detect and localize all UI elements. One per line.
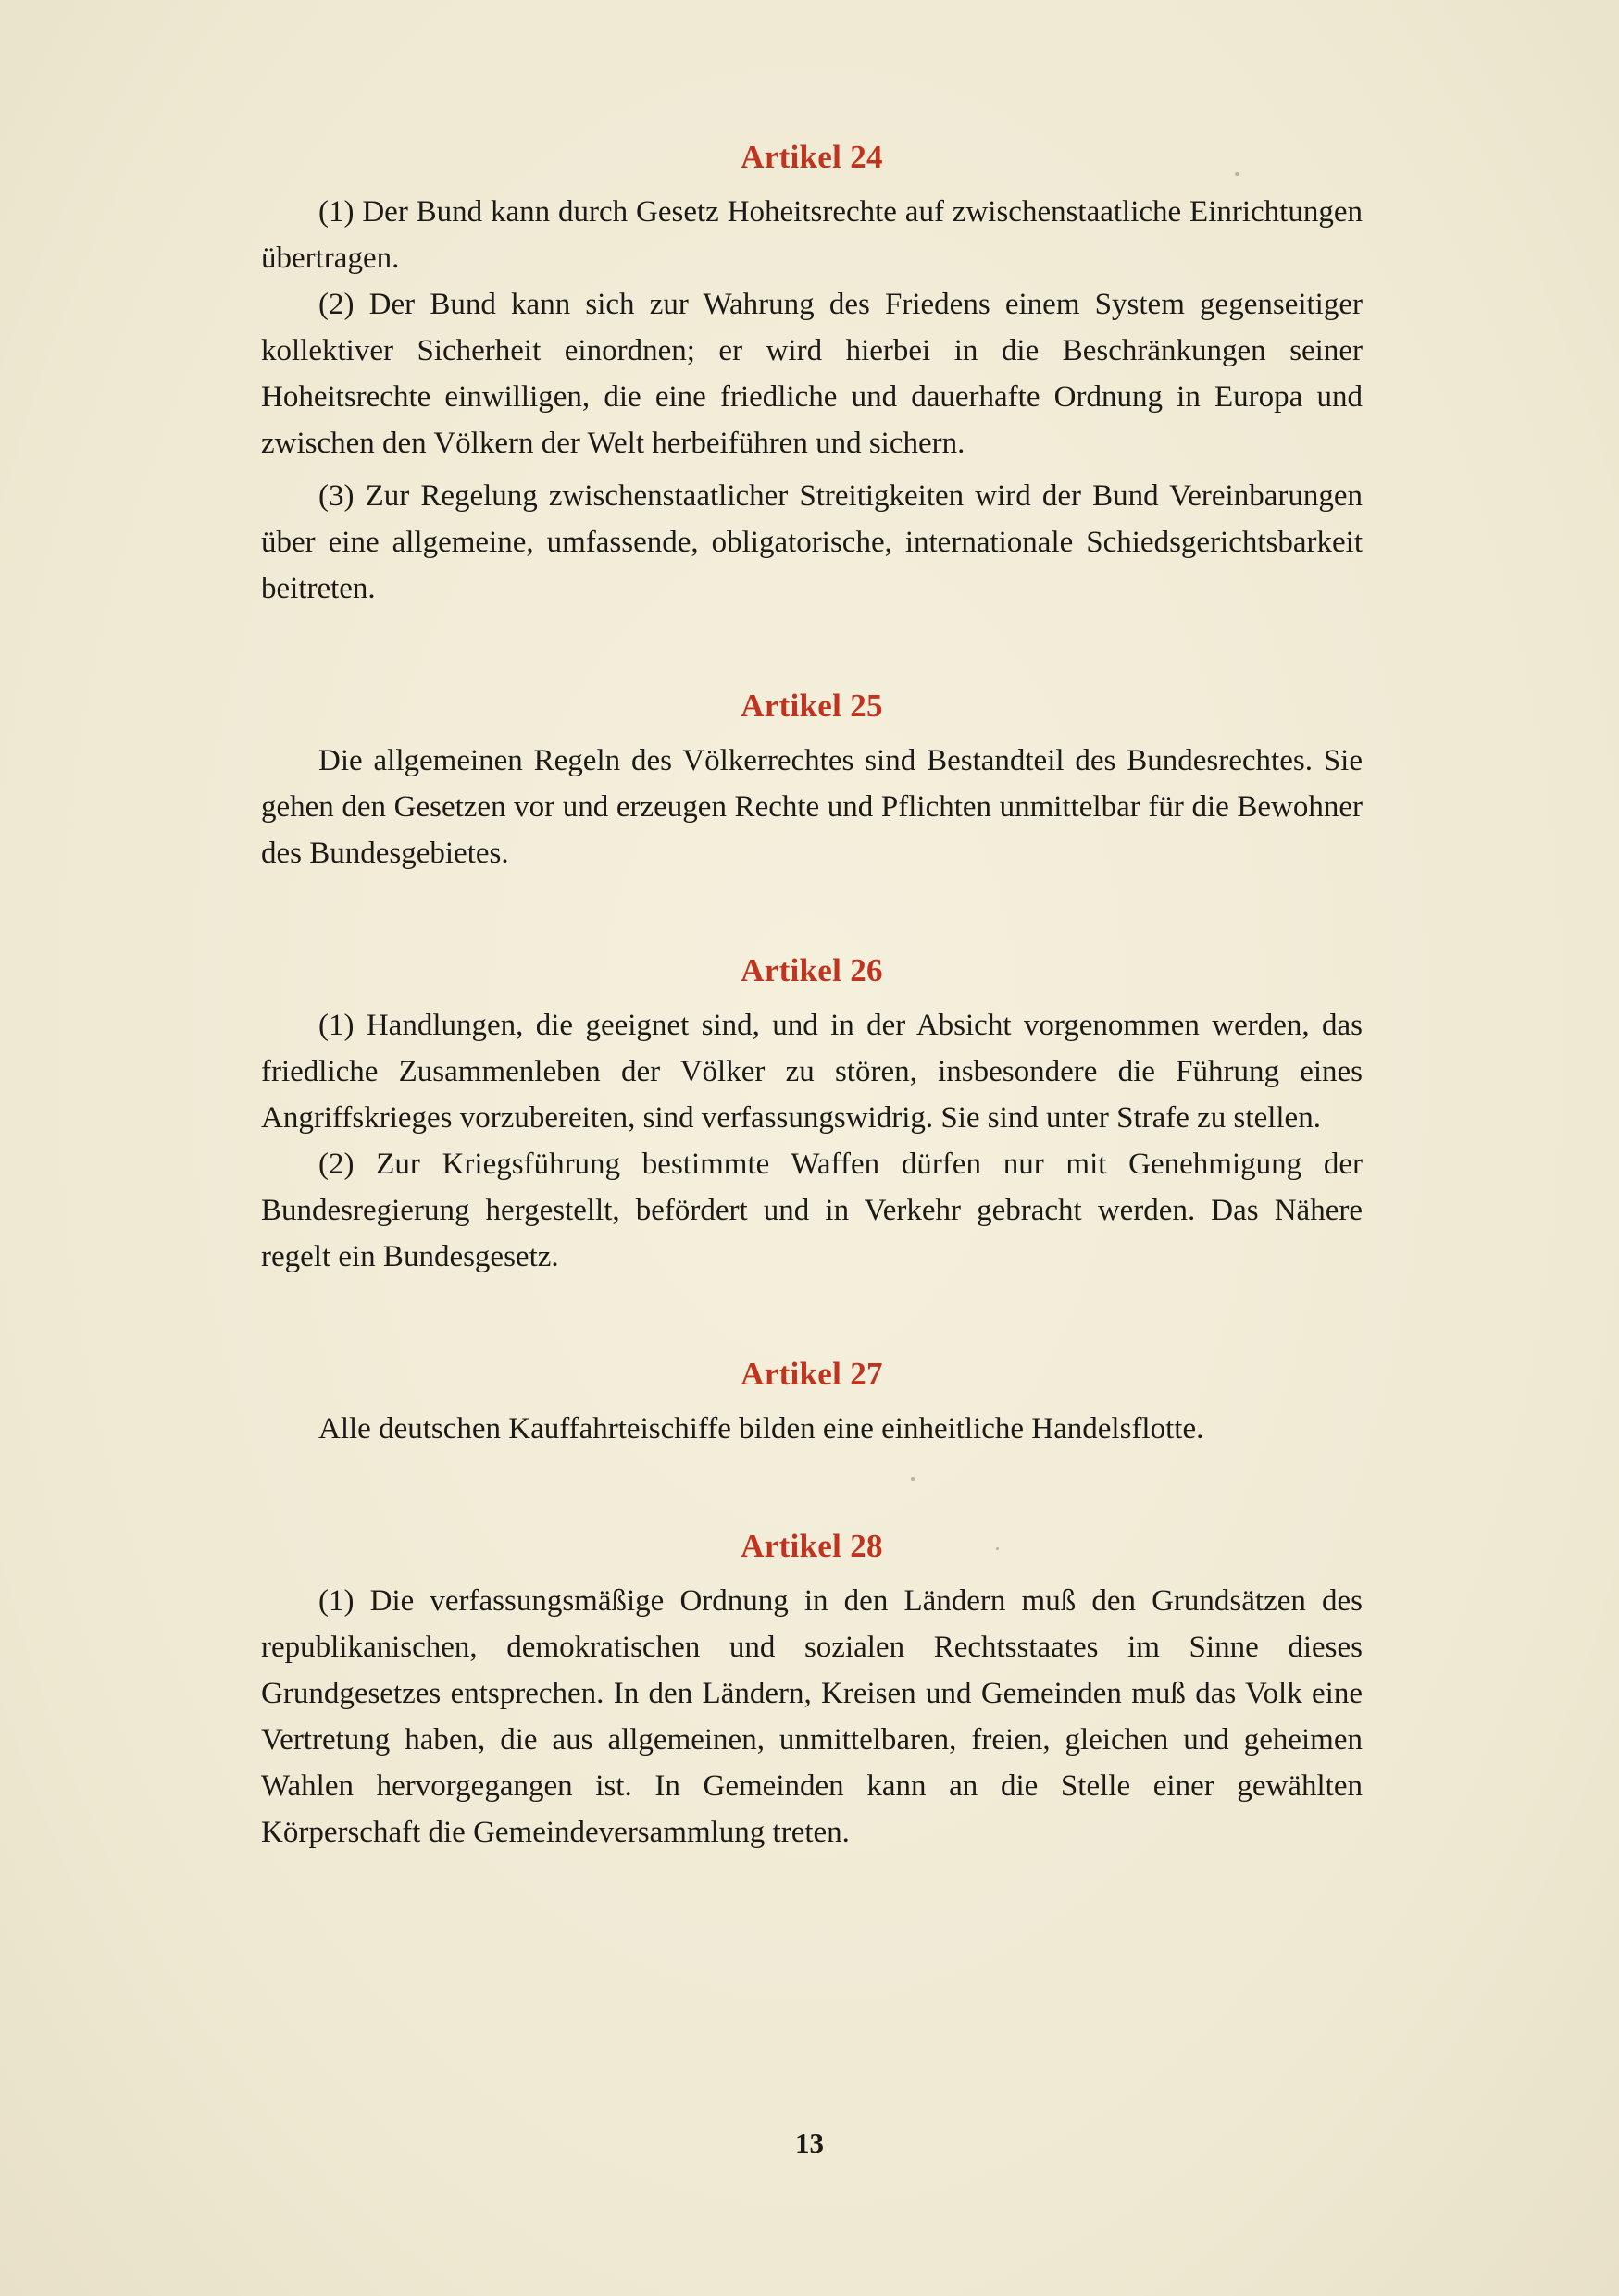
article-heading: Artikel 25 <box>741 688 883 724</box>
article-26 <box>261 952 1363 1280</box>
article-paragraph: (3) Zur Regelung zwischenstaatlicher Streitigkeiten wird der Bund Vereinbarungen über eine allgemeine, umfassende, obligatorische, internationale Schiedsgerichtsbarkeit beitreten. <box>261 479 1363 605</box>
article-paragraph: (2) Zur Kriegsführung bestimmte Waffen dürfen nur mit Genehmigung der Bundesregierung hergestellt, befördert und in Verkehr gebracht werden. Das Nähere regelt ein Bundesgesetz. <box>261 1148 1363 1273</box>
article-heading: Artikel 26 <box>741 952 883 988</box>
article-heading: Artikel 28 <box>741 1528 883 1564</box>
article-25 <box>261 688 1363 876</box>
article-heading: Artikel 27 <box>741 1356 883 1392</box>
article-paragraph: (1) Der Bund kann durch Gesetz Hoheitsrechte auf zwischenstaatliche Einrichtungen übertragen. <box>261 195 1363 275</box>
article-28 <box>261 1528 1363 1855</box>
article-27 <box>261 1356 1363 1452</box>
article-paragraph: Alle deutschen Kauffahrteischiffe bilden eine einheitliche Handelsflotte. <box>318 1412 1204 1446</box>
document-body <box>261 139 1363 1855</box>
article-paragraph: (1) Die verfassungsmäßige Ordnung in den Ländern muß den Grundsätzen des republikanischen, demokratischen und sozialen Rechtsstaates im Sinne dieses Grundgesetzes entsprechen. In den Ländern, Kreisen und Gemeinden muß das Volk eine Vertretung haben, die aus allgemeinen, unmittelbaren, freien, gleichen und geheimen Wahlen hervorgegangen ist. In Gemeinden kann an die Stelle einer gewählten Körperschaft die Gemeindeversammlung treten. <box>261 1584 1363 1849</box>
article-paragraph: (2) Der Bund kann sich zur Wahrung des Friedens einem System gegenseitiger kollektiver Sicherheit einordnen; er wird hierbei in die Beschränkungen seiner Hoheitsrechte einwilligen, die eine friedliche und dauerhafte Ordnung in Europa und zwischen den Völkern der Welt herbeiführen und sichern. <box>261 288 1363 460</box>
article-heading: Artikel 24 <box>741 139 883 175</box>
article-24 <box>261 139 1363 612</box>
page-number: 13 <box>795 2127 824 2159</box>
article-paragraph: (1) Handlungen, die geeignet sind, und in der Absicht vorgenommen werden, das friedliche Zusammenleben der Völker zu stören, insbesondere die Führung eines Angriffskrieges vorzubereiten, sind verfassungswidrig. Sie sind unter Strafe zu stellen. <box>261 1009 1363 1135</box>
article-paragraph: Die allgemeinen Regeln des Völkerrechtes sind Bestandteil des Bundesrechtes. Sie gehen den Gesetzen vor und erzeugen Rechte und Pflichten unmittelbar für die Bewohner des Bundesgebietes. <box>261 744 1363 870</box>
